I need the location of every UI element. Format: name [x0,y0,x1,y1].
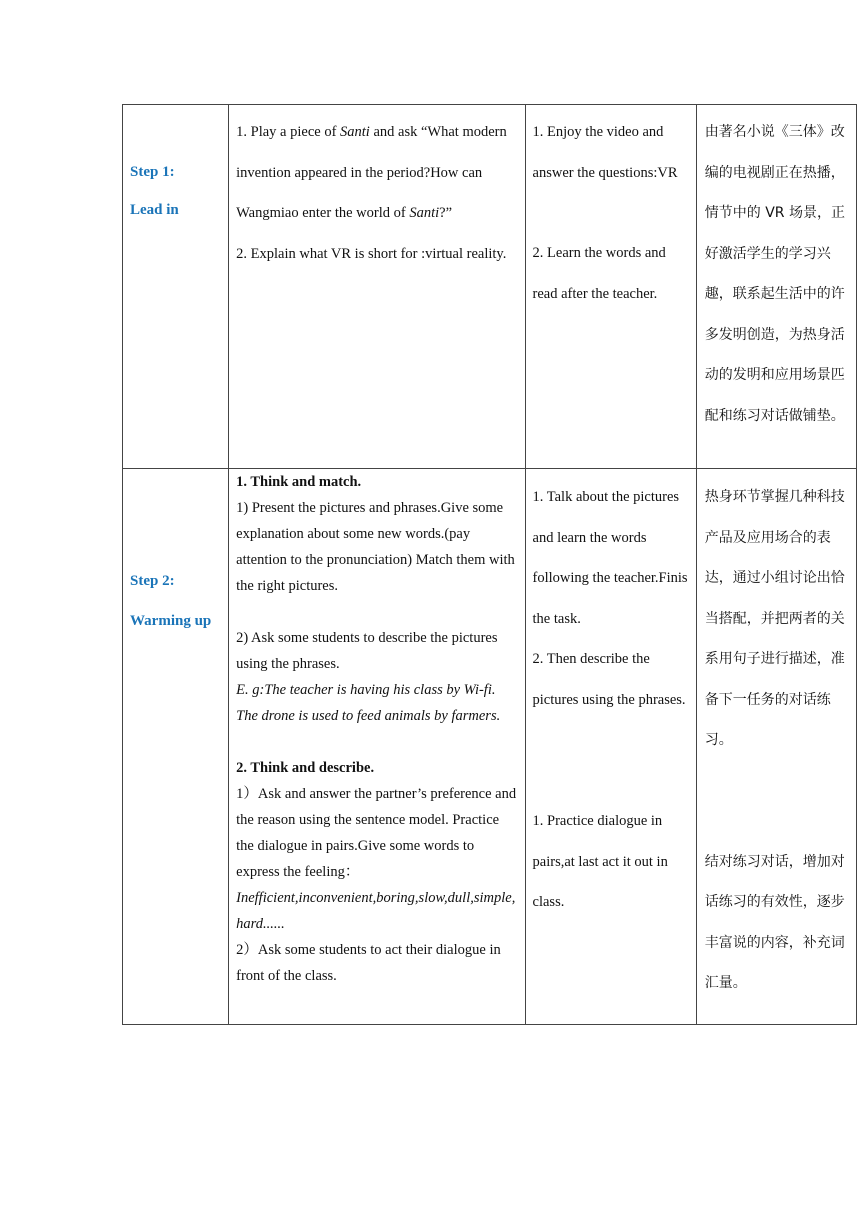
teacher-step-describe: 2) Ask some students to describe the pictures using the phrases. [236,630,498,672]
teacher-step-act: 2）Ask some students to act their dialogue in front of the class. [236,942,501,984]
design-intent-cell [696,469,856,1025]
design-intent-cell [696,105,856,469]
step-cell [123,469,229,1025]
lesson-plan-table [122,104,857,1025]
student-item-2: 2. Then describe the pictures using the phrases. [532,651,686,708]
section-heading-describe: 2. Think and describe. [236,760,375,776]
step-title: Warming up [130,613,212,629]
teacher-step-dialogue: 1）Ask and answer the partner’s preference and the reason using the sentence model. Practice the dialogue in pairs.Give some words to express the feeling： [236,786,517,880]
teacher-step-present: 1) Present the pictures and phrases.Give some explanation about some new words.(pay attention to the pronunciation) Match them with the right pictures. [236,500,515,594]
student-item-3: 1. Practice dialogue in pairs,at last act it out in class. [532,813,668,910]
student-item-1: 1. Enjoy the video and answer the questions:VR [532,124,678,181]
student-item-2: 2. Learn the words and read after the teacher. [532,245,666,302]
teacher-activity-cell [229,469,525,1025]
design-intent-text-2: 结对练习对话，增加对话练习的有效性，逐步丰富说的内容，补充词汇量。 [704,853,845,991]
teacher-item-1: 1. Play a piece of Santi and ask “What modern invention appeared in the period?How can Wangmiao enter the world of Santi?” [236,124,507,221]
teacher-activity-cell [229,105,525,469]
step-number: Step 1: [130,164,175,180]
example-sentence-1: E. g:The teacher is having his class by Wi-fi. [236,682,496,698]
step-title: Lead in [130,202,179,218]
student-activity-cell [525,105,696,469]
design-intent-text-1: 热身环节掌握几种科技产品及应用场合的表达，通过小组讨论出恰当搭配，并把两者的关系用句子进行描述，准备下一任务的对话练习。 [704,489,845,748]
table-row-step2 [123,469,857,1025]
step-number: Step 2: [130,573,175,589]
example-sentence-2: The drone is used to feed animals by farmers. [236,708,501,724]
teacher-item-2: 2. Explain what VR is short for :virtual reality. [236,245,507,262]
section-heading-match: 1. Think and match. [236,474,362,490]
student-activity-cell [525,469,696,1025]
feeling-words: Inefficient,inconvenient,boring,slow,dull,simple,hard...... [236,890,516,932]
step-cell [123,105,229,469]
design-intent-text: 由著名小说《三体》改编的电视剧正在热播，情节中的 VR 场景，正好激活学生的学习兴趣，联系起生活中的许多发明创造，为热身活动的发明和应用场景匹配和练习对话做铺垫。 [704,124,845,424]
student-item-1: 1. Talk about the pictures and learn the words following the teacher.Finis the task. [532,489,688,627]
table-row-step1 [123,105,857,469]
